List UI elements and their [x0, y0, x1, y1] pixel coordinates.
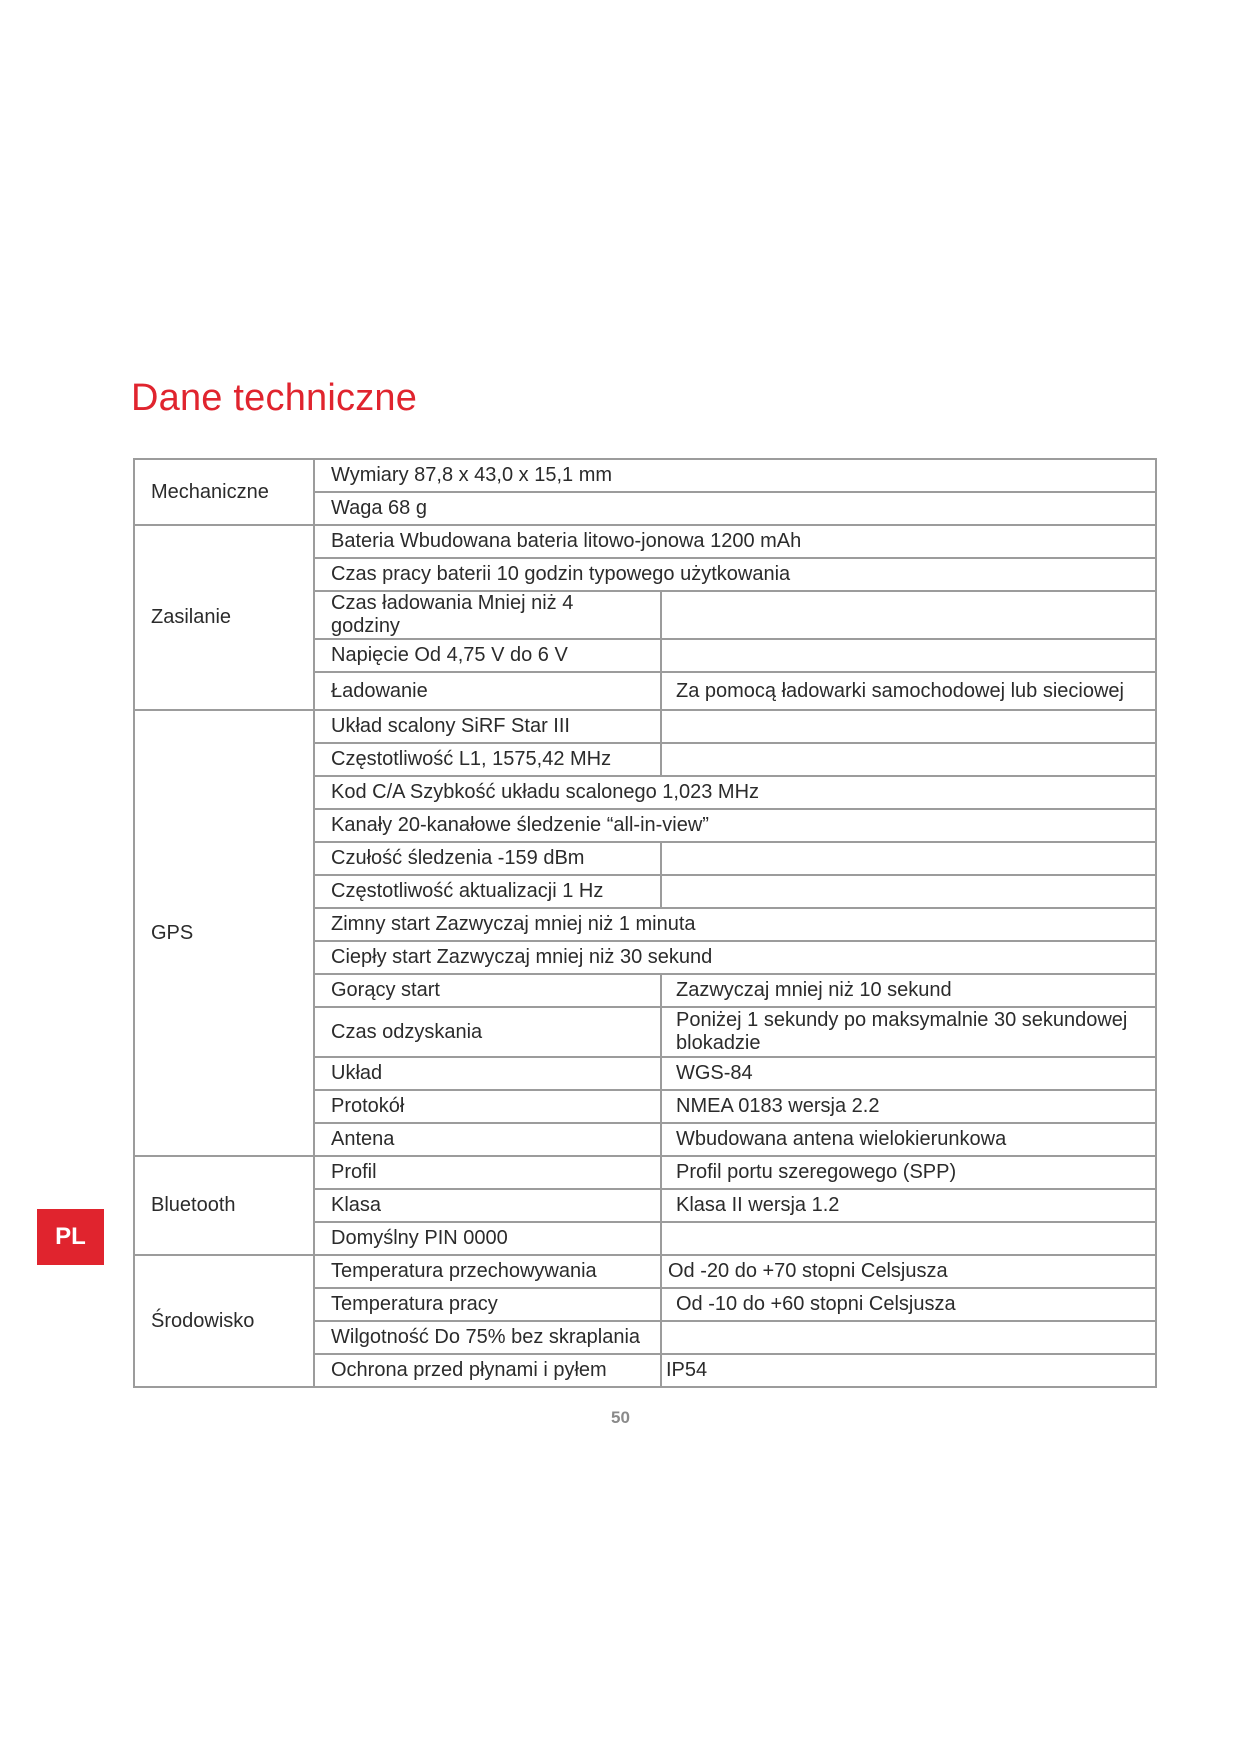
category-gps: GPS [134, 710, 314, 1156]
row-label: Gorący start [314, 974, 661, 1007]
row-label: Wymiary 87,8 x 43,0 x 15,1 mm [314, 459, 1156, 492]
category-environment: Środowisko [134, 1255, 314, 1387]
row-label: Temperatura przechowywania [314, 1255, 661, 1288]
row-value: Od -10 do +60 stopni Celsjusza [661, 1288, 1156, 1321]
table-row [134, 459, 1156, 492]
row-value: Od -20 do +70 stopni Celsjusza [661, 1255, 1156, 1288]
row-value: Klasa II wersja 1.2 [661, 1189, 1156, 1222]
row-value: Profil portu szeregowego (SPP) [661, 1156, 1156, 1189]
row-label: Bateria Wbudowana bateria litowo-jonowa 1200 mAh [314, 525, 1156, 558]
row-label: Napięcie Od 4,75 V do 6 V [314, 639, 661, 672]
row-value: Za pomocą ładowarki samochodowej lub sieciowej [661, 672, 1156, 710]
category-mechanical: Mechaniczne [134, 459, 314, 525]
table-row [134, 1156, 1156, 1189]
row-value-empty [661, 875, 1156, 908]
row-label: Układ scalony SiRF Star III [314, 710, 661, 743]
row-label: Czas pracy baterii 10 godzin typowego użytkowania [314, 558, 1156, 591]
row-label: Czas odzyskania [314, 1007, 661, 1057]
row-label: Kanały 20-kanałowe śledzenie “all-in-view” [314, 809, 1156, 842]
category-bluetooth: Bluetooth [134, 1156, 314, 1255]
language-tab: PL [37, 1209, 104, 1265]
row-label: Domyślny PIN 0000 [314, 1222, 661, 1255]
table-row [134, 710, 1156, 743]
row-label: Kod C/A Szybkość układu scalonego 1,023 MHz [314, 776, 1156, 809]
row-label: Temperatura pracy [314, 1288, 661, 1321]
row-value: Poniżej 1 sekundy po maksymalnie 30 sekundowej blokadzie [661, 1007, 1156, 1057]
table-row [134, 525, 1156, 558]
row-value-empty [661, 743, 1156, 776]
row-label: Czułość śledzenia -159 dBm [314, 842, 661, 875]
row-label: Ochrona przed płynami i pyłem [314, 1354, 661, 1387]
row-label: Waga 68 g [314, 492, 1156, 525]
row-label: Protokół [314, 1090, 661, 1123]
row-value-empty [661, 639, 1156, 672]
row-label: Częstotliwość L1, 1575,42 MHz [314, 743, 661, 776]
row-label: Antena [314, 1123, 661, 1156]
row-value-empty [661, 591, 1156, 639]
row-label: Profil [314, 1156, 661, 1189]
row-value: IP54 [661, 1354, 1156, 1387]
row-value: WGS-84 [661, 1057, 1156, 1090]
row-value: NMEA 0183 wersja 2.2 [661, 1090, 1156, 1123]
page-title: Dane techniczne [131, 377, 418, 419]
row-value: Zazwyczaj mniej niż 10 sekund [661, 974, 1156, 1007]
row-value-empty [661, 842, 1156, 875]
row-label: Układ [314, 1057, 661, 1090]
page-number: 50 [611, 1408, 630, 1427]
row-label: Czas ładowania Mniej niż 4 godziny [314, 591, 661, 639]
category-power: Zasilanie [134, 525, 314, 710]
row-label: Ładowanie [314, 672, 661, 710]
row-label: Częstotliwość aktualizacji 1 Hz [314, 875, 661, 908]
row-label: Zimny start Zazwyczaj mniej niż 1 minuta [314, 908, 1156, 941]
row-label: Ciepły start Zazwyczaj mniej niż 30 sekund [314, 941, 1156, 974]
row-value-empty [661, 1222, 1156, 1255]
table-row [134, 1255, 1156, 1288]
row-value-empty [661, 1321, 1156, 1354]
spec-table [133, 458, 1157, 1388]
row-value: Wbudowana antena wielokierunkowa [661, 1123, 1156, 1156]
row-value-empty [661, 710, 1156, 743]
row-label: Klasa [314, 1189, 661, 1222]
row-label: Wilgotność Do 75% bez skraplania [314, 1321, 661, 1354]
